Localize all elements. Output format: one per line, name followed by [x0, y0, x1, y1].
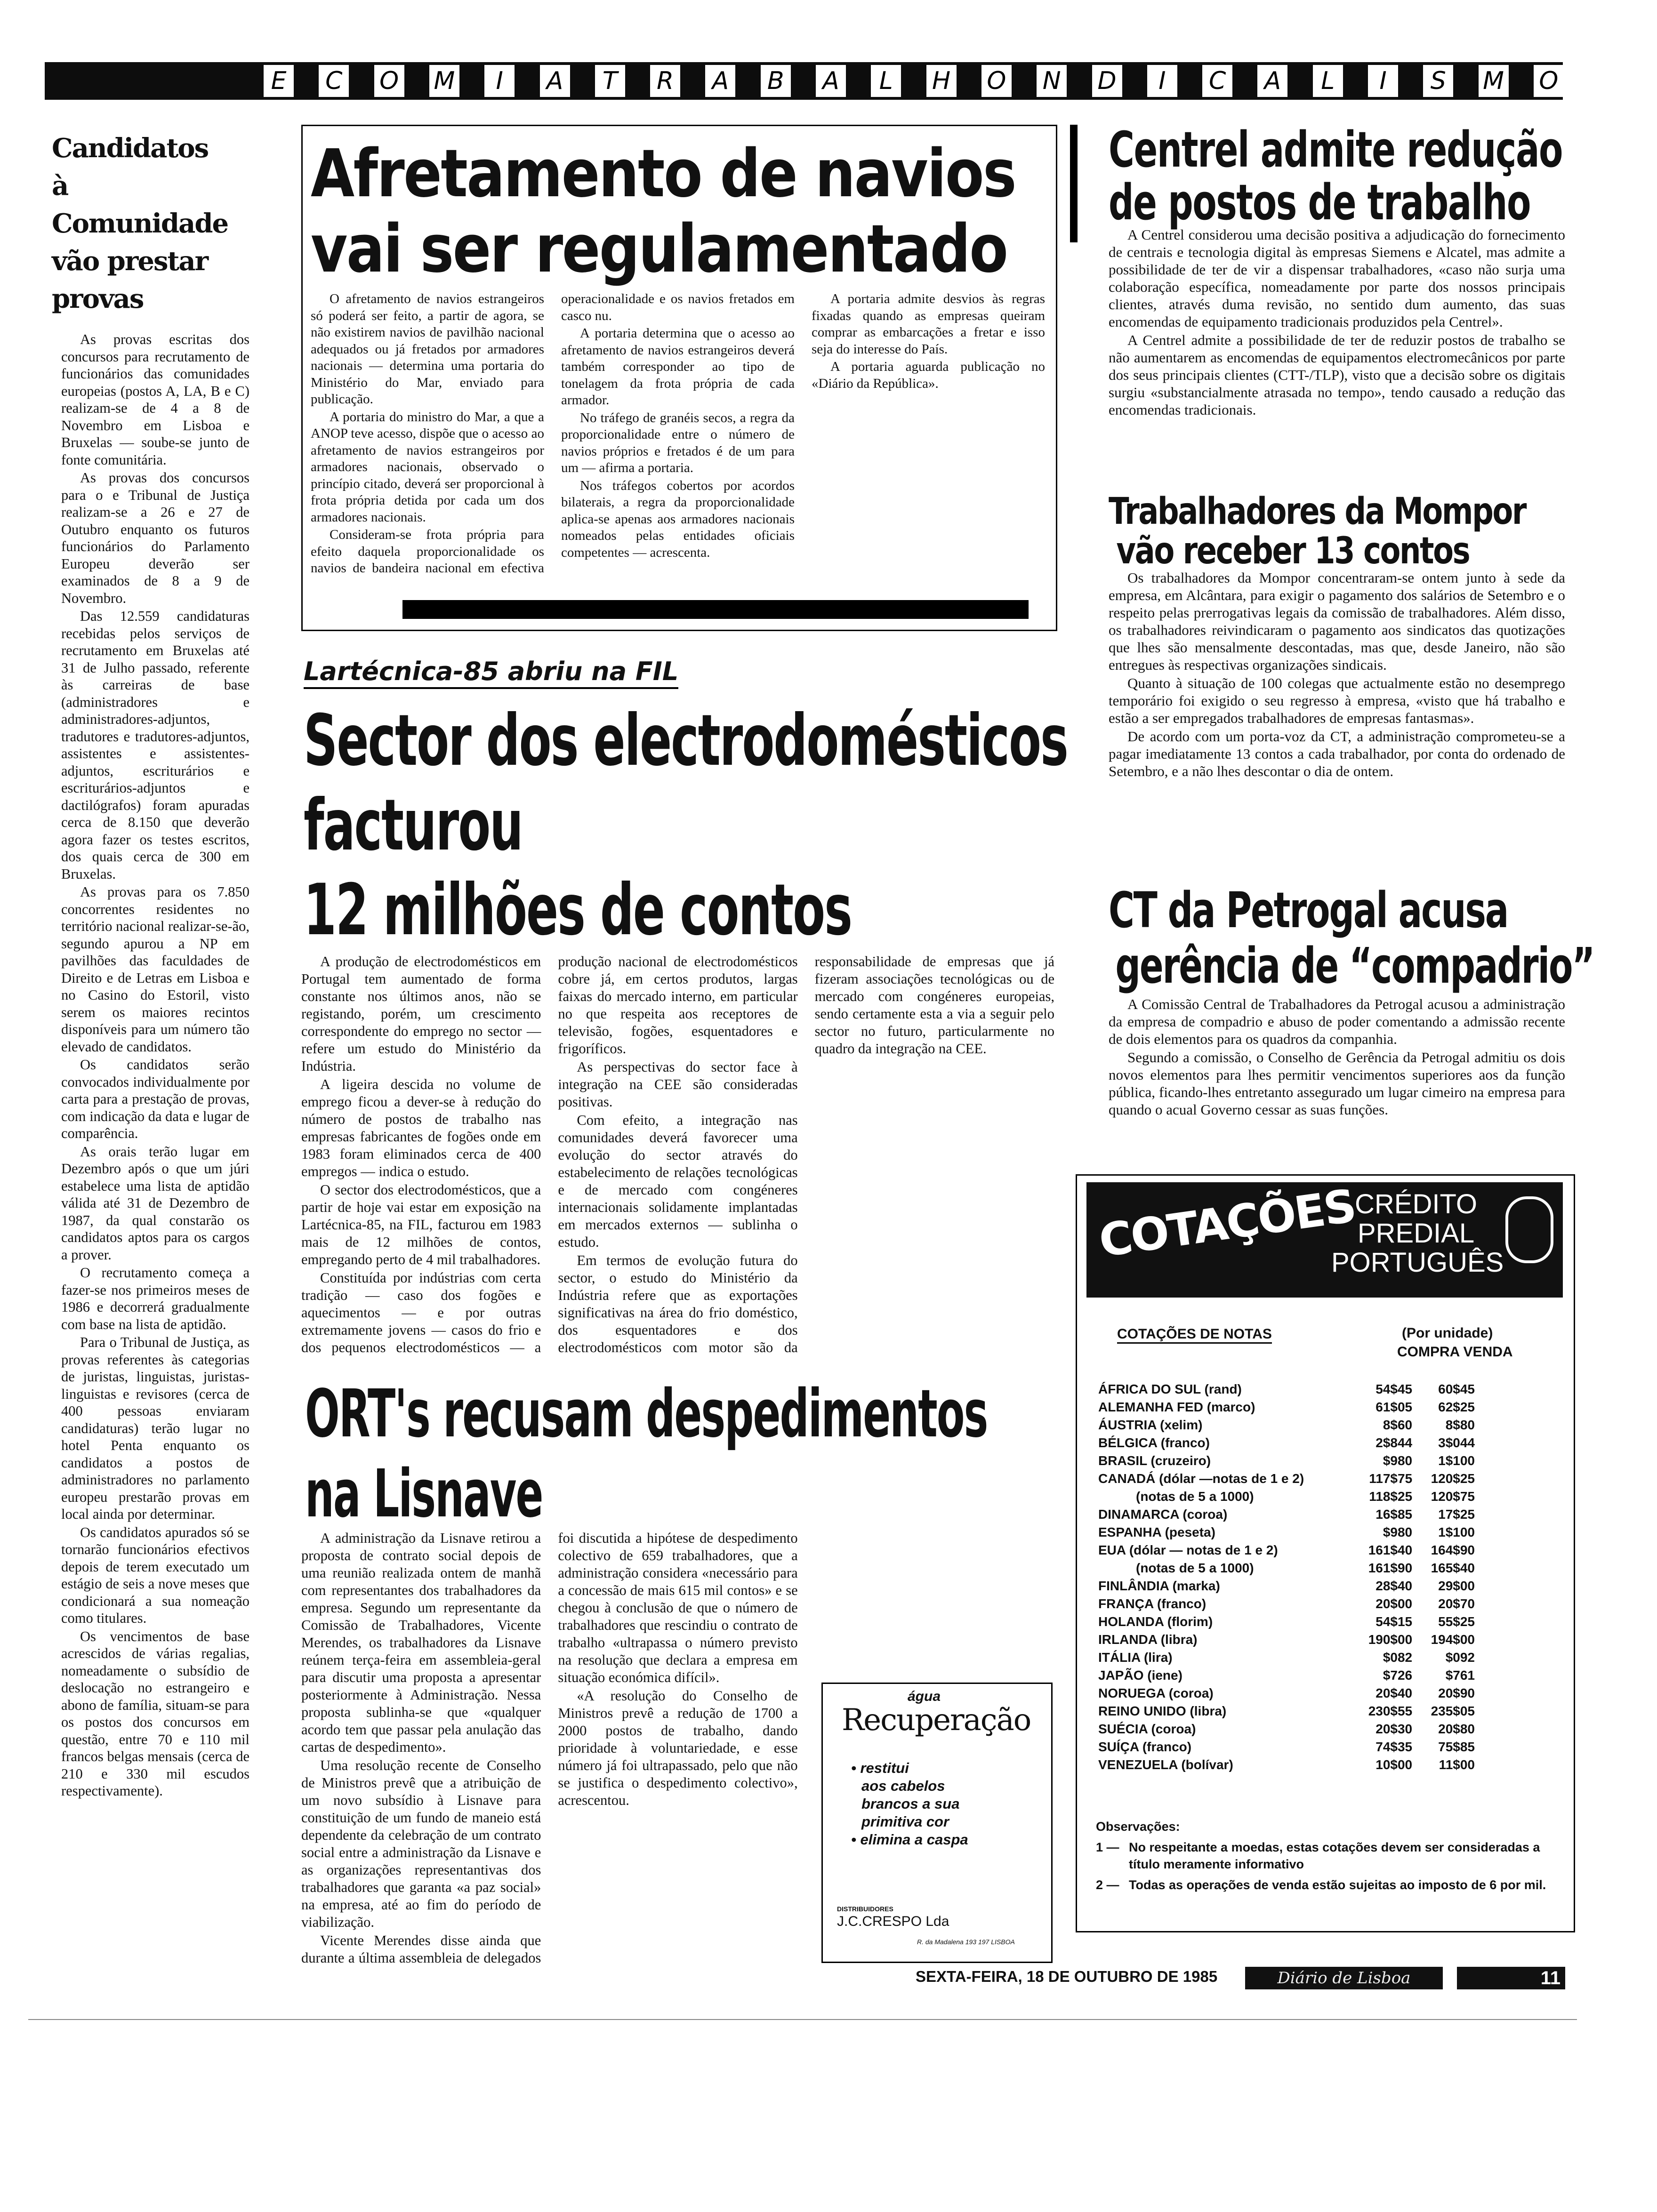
section-letter: S [1423, 65, 1453, 97]
buy-rate: 8$60 [1383, 1418, 1413, 1432]
currency-name: ITÁLIA (lira) [1098, 1650, 1173, 1665]
section-letter: T [595, 65, 625, 97]
paragraph: A portaria do ministro do Mar, a que a ANOP teve acesso, dispõe que o acesso ao afretamento de navios estrangeiros por armadores nacionais, observado o princípio citado, deverá ser proporcional à frota própria detida por cada um dos armadores nacionais. [311, 409, 544, 525]
paragraph: Constituída por indústrias com certa tradição — caso dos fogões e aquecimentos — e por outras extremamente jovens — casos do frio e dos pequenos electrodomésticos — a produção nacional de electrodomésticos cobre já, em certos produtos, largas faixas do mercado interno, em particular no que respeita aos receptores de televisão, fogões, esquentadores e frigoríficos. [301, 954, 798, 1355]
mompor-title: Trabalhadores da Mompor vão receber 13 contos [1109, 490, 1526, 572]
section-letter: O [981, 65, 1012, 97]
paragraph: Nos tráfegos cobertos por acordos bilaterais, a regra da proporcionalidade aplica-se apenas aos armadores nacionais nomeados pelas entidades oficiais competentes — acrescenta. [561, 478, 795, 560]
section-letter: C [1202, 65, 1232, 97]
quotes-table [1098, 1380, 1475, 1774]
section-letter: B [761, 65, 791, 97]
rate-row [1098, 1649, 1475, 1667]
ad-bullets: • restitui aos cabelos brancos a sua primitiva cor • elimina a caspa [851, 1760, 968, 1848]
paragraph: O recrutamento começa a fazer-se nos primeiros meses de 1986 e decorrerá gradualmente com base na lista de aptidão. [61, 1265, 249, 1332]
sell-rate: $761 [1445, 1668, 1475, 1683]
buy-rate: 2$844 [1375, 1435, 1413, 1450]
ships-article-body [311, 291, 1045, 583]
ships-footer-bar [402, 600, 1029, 619]
section-letter: A [540, 65, 570, 97]
section-letter: L [871, 65, 901, 97]
sell-rate: 164$90 [1431, 1543, 1475, 1557]
sell-rate: 1$100 [1438, 1525, 1475, 1539]
section-letter: M [429, 65, 459, 97]
buy-rate: 54$15 [1375, 1614, 1413, 1629]
mompor-article [1109, 492, 1579, 781]
buy-rate: $082 [1383, 1650, 1413, 1665]
paragraph: Para o Tribunal de Justiça, as provas referentes às categorias de juristas, linguistas, juristas-linguistas e revisores (cerca de 400 pessoas enviaram candidaturas) terão lugar no hotel Penta enquanto os candidatos a postos de administradores no parlamento europeu prestarão provas em local ainda por determinar. [61, 1334, 249, 1522]
paragraph: A portaria determina que o acesso ao afretamento de navios estrangeiros deverá também corresponder ao tipo de tonelagem da frota própria de cada armador. [561, 326, 795, 408]
paragraph: Consideram-se frota própria para efeito daquela proporcionalidade os navios de bandeira nacional em efectiva operacionalidade e os navios fretados em casco nu. [311, 291, 795, 576]
currency-name: (notas de 5 a 1000) [1136, 1489, 1254, 1504]
currency-name: DINAMARCA (coroa) [1098, 1507, 1228, 1522]
section-letter: I [484, 65, 515, 97]
paragraph: O afretamento de navios estrangeiros só poderá ser feito, a partir de agora, se não existirem navios de pavilhão nacional adequados ou já fretados por armadores nacionais — determina uma portaria do Ministério do Mar, enviado para publicação. [311, 291, 544, 407]
currency-name: NORUEGA (coroa) [1098, 1686, 1214, 1700]
sell-rate: 11$00 [1439, 1757, 1475, 1772]
paragraph: Das 12.559 candidaturas recebidas pelos serviços de recrutamento em Bruxelas até 31 de Julho passado, referente às carreiras de base (administradores e administradores-adjuntos, tradutores e tradutores-adjuntos, assistentes e assistentes-adjuntos, escriturários e escriturários-adjuntos e dactilógrafos) foram apuradas cerca de 8.150 que deverão agora fazer os testes escritos, dos quais cerca de 300 em Bruxelas. [61, 608, 249, 882]
mompor-body [1109, 569, 1565, 780]
buy-rate: 20$00 [1375, 1596, 1413, 1611]
ad-recuperacao: água Recuperação • restitui aos cabelos brancos a sua primitiva cor • elimina a caspa DISTRIBUIDORES J.C.CRESPO Lda R. da Madalena 193 197 LISBOA [821, 1683, 1053, 1963]
rate-row [1098, 1720, 1475, 1738]
rate-row [1098, 1702, 1475, 1720]
sell-rate: 165$40 [1431, 1561, 1475, 1575]
ships-article [311, 136, 1045, 583]
quotes-banner: COTAÇÕES CRÉDITO PREDIAL PORTUGUÊS [1086, 1182, 1563, 1298]
currency-name: ALEMANHA FED (marco) [1098, 1400, 1255, 1414]
currency-name: BRASIL (cruzeiro) [1098, 1453, 1211, 1468]
right-column-rule [1070, 125, 1078, 242]
paragraph: Vicente Merendes disse ainda que durante a última assembleia de delegados foi discutida a hipótese de despedimento colectivo de 659 trabalhadores, que a administração considera «necessário para a concessão de mais 615 mil contos» e se chegou à conclusão de que o número de trabalhadores que rescindiu o contrato de trabalho «ultrapassa o número previsto na resolução que declara a empresa em situação económica difícil». [301, 1530, 798, 1966]
currency-name: FINLÂNDIA (marka) [1098, 1579, 1220, 1593]
section-letter: I [1368, 65, 1398, 97]
section-letter: A [1257, 65, 1287, 97]
centrel-title: Centrel admite redução de postos de trabalho [1109, 121, 1563, 231]
sell-rate: 3$044 [1438, 1435, 1475, 1450]
paragraph: «A resolução do Conselho de Ministros prevê a redução de 1700 a 2000 postos de trabalho, dando prioridade à voluntariedade, e esse número já foi ultrapassado, pelo que não se justifica o despedimento colectivo», acrescentou. [558, 1688, 798, 1808]
buy-rate: 61$05 [1375, 1400, 1413, 1414]
paragraph: A ligeira descida no volume de emprego ficou a dever-se à redução do número de postos de trabalho nas empresas fabricantes de fogões onde em 1983 foram eliminados cerca de 400 empregos — indica o estudo. [301, 1076, 541, 1179]
currency-name: SUÉCIA (coroa) [1098, 1722, 1196, 1736]
section-letter: L [1313, 65, 1343, 97]
buy-rate: 16$85 [1375, 1507, 1413, 1522]
currency-name: EUA (dólar — notas de 1 e 2) [1098, 1543, 1278, 1557]
petrogal-title: CT da Petrogal acusa gerência de “compadrio” [1109, 882, 1594, 994]
section-letter: I [1147, 65, 1177, 97]
rate-row [1098, 1434, 1475, 1452]
sell-rate: 17$25 [1438, 1507, 1475, 1522]
currency-name: HOLANDA (florim) [1098, 1614, 1213, 1629]
left-article-body [52, 331, 249, 1800]
rate-row [1098, 1506, 1475, 1523]
section-letter: D [1092, 65, 1122, 97]
paragraph: A Centrel admite a possibilidade de ter de reduzir postos de trabalho se não aumentarem as encomendas de equipamentos electromecânicos por parte dos seus principais clientes (CTT-/TLP), visto que a decisão sobre os digitais surgiu «substancialmente atrasada no tempo», tendo causado a redução das encomendas tradicionais. [1109, 332, 1565, 418]
sell-rate: 20$70 [1438, 1596, 1475, 1611]
paragraph: Os trabalhadores da Mompor concentraram-se ontem junto à sede da empresa, em Alcântara, para exigir o pagamento dos salários de Setembro e o respeito pelas prerrogativas legais da comissão de trabalhadores. Além disso, os trabalhadores reivindicaram o pagamento aos sindicatos das quotizações que lhes são mensalmente descontadas, mas que, desde Janeiro, não são entregues às respectivas organizações sindicais. [1109, 569, 1565, 673]
rate-row [1098, 1541, 1475, 1559]
appliances-title: Sector dos electrodomésticos facturou 12 milhões de contos [304, 700, 1068, 951]
left-article-title: Candidatos à Comunidade vão prestar provas [52, 133, 228, 314]
buy-rate: 117$75 [1369, 1471, 1413, 1486]
currency-name: CANADÁ (dólar —notas de 1 e 2) [1098, 1471, 1304, 1486]
paragraph: Com efeito, a integração nas comunidades deverá favorecer uma evolução do sector através do estabelecimento de relações tecnológicas e de mercado com congéneres internacionais solidamente implantadas em mercados externos — sublinha o estudo. [558, 1112, 798, 1250]
paragraph: Em termos de evolução futura do sector, o estudo do Ministério da Indústria refere que as exportações significativas na área do frio doméstico, dos esquentadores e dos electrodomésticos com motor são da responsabilidade de empresas que já fizeram associações tecnológicas ou de mercado com congéneres europeias, sendo certamente esta a via a seguir pelo sector no futuro, particularmente no quadro da integração na CEE. [558, 954, 1054, 1355]
buy-rate: 161$40 [1368, 1543, 1413, 1557]
bottom-rule [28, 2019, 1577, 2020]
section-letter: C [319, 65, 349, 97]
appliances-article-body [301, 953, 1054, 1358]
paragraph: De acordo com um porta-voz da CT, a administração comprometeu-se a pagar imediatamente 13 contos a cada trabalhador, por conta do ordenado de Setembro, e a não lhes descontar o dia de ontem. [1109, 728, 1565, 779]
paragraph: As provas escritas dos concursos para recrutamento de funcionários das comunidades europeias (postos A, LA, B e C) realizam-se de 4 a 8 de Novembro em Lisboa e Bruxelas — soube-se junto de fonte comunitária. [61, 331, 249, 468]
currency-name: JAPÃO (iene) [1098, 1668, 1182, 1683]
buy-rate: 74$35 [1375, 1739, 1413, 1754]
rate-row [1098, 1667, 1475, 1684]
bank-name: CRÉDITO PREDIAL PORTUGUÊS [1331, 1189, 1504, 1278]
sell-rate: 120$75 [1431, 1489, 1475, 1504]
sell-rate: 20$80 [1438, 1722, 1475, 1736]
buy-rate: $980 [1383, 1525, 1413, 1539]
section-letter: O [1534, 65, 1564, 97]
buy-rate: 190$00 [1368, 1632, 1413, 1647]
paragraph: A portaria aguarda publicação no «Diário da República». [812, 359, 1045, 391]
section-letter: N [1037, 65, 1067, 97]
rate-row [1098, 1470, 1475, 1488]
paragraph: A administração da Lisnave retirou a proposta de contrato social depois de uma reunião realizada ontem de manhã com representantes dos trabalhadores da empresa. Segundo um representante da Comissão de Trabalhadores, Vicente Merendes, os trabalhadores da Lisnave reúnem terça-feira em assembleia-geral para discutir uma proposta a apresentar posteriormente à Administração. Nessa proposta sublinha-se que «qualquer acordo tem que passar pela anulação das cartas de despedimento». [301, 1530, 541, 1755]
currency-name: IRLANDA (libra) [1098, 1632, 1198, 1647]
buy-rate: 20$40 [1375, 1686, 1413, 1700]
sell-rate: 55$25 [1438, 1614, 1475, 1629]
currency-name: ESPANHA (peseta) [1098, 1525, 1215, 1539]
rate-row [1098, 1416, 1475, 1434]
rate-row [1098, 1523, 1475, 1541]
paragraph: As provas para os 7.850 concorrentes residentes no território nacional realizar-se-ão, segundo apurou a NP em pavilhões das faculdades de Direito e de Letras em Lisboa e no Casino do Estoril, visto serem os maiores recintos disponíveis para um número tão elevado de candidatos. [61, 884, 249, 1055]
rate-row [1098, 1738, 1475, 1756]
rate-row [1098, 1577, 1475, 1595]
sell-rate: 29$00 [1438, 1579, 1475, 1593]
buy-rate: $980 [1383, 1453, 1413, 1468]
paragraph: No tráfego de granéis secos, a regra da proporcionalidade entre o número de navios próprios e fretados é de um para um — afirma a portaria. [561, 410, 795, 475]
appliances-article [304, 657, 1066, 953]
petrogal-article [1109, 882, 1594, 1119]
section-letter: E [264, 65, 294, 97]
paragraph: Quanto à situação de 100 colegas que actualmente estão no desemprego temporário foi exigido o seu regresso à empresa, «visto que há trabalho e estão a ser empregados trabalhadores de empresas fantasmas». [1109, 675, 1565, 726]
sell-rate: 194$00 [1431, 1632, 1475, 1647]
lisnave-title: ORT's recusam despedimentos na Lisnave [305, 1376, 988, 1532]
section-letter: R [650, 65, 680, 97]
buy-rate: 54$45 [1375, 1382, 1413, 1396]
paragraph: As provas dos concursos para o e Tribunal de Justiça realizam-se a 26 e 27 de Outubro enquanto os futuros funcionários do Parlamento Europeu deverão ser examinados de 8 a 9 de Novembro. [61, 470, 249, 606]
rate-row [1098, 1488, 1475, 1506]
rate-row [1098, 1613, 1475, 1631]
ships-article-title: Afretamento de navios vai ser regulamentado [311, 136, 1016, 288]
sell-rate: 20$90 [1438, 1686, 1475, 1700]
paragraph: As orais terão lugar em Dezembro após o que um júri estabelece uma lista de aptidão válida até 31 de Dezembro de 1987, da qual constarão os candidatos aptos para os cargos a prover. [61, 1143, 249, 1263]
sell-rate: 120$25 [1431, 1471, 1475, 1486]
sell-rate: 8$80 [1445, 1418, 1475, 1432]
buy-rate: 118$25 [1369, 1489, 1413, 1504]
paragraph: A Comissão Central de Trabalhadores da Petrogal acusou a administração da empresa de compadrio e abuso de poder comentando a admissão recente de dois elementos para os quadros da companhia. [1109, 996, 1565, 1047]
section-letter: A [816, 65, 846, 97]
buy-rate: 10$00 [1375, 1757, 1413, 1772]
rate-row [1098, 1631, 1475, 1649]
rate-row [1098, 1398, 1475, 1416]
paragraph: A Centrel considerou uma decisão positiva a adjudicação do fornecimento de centrais e tecnologia digital às empresas Siemens e Alcatel, mas admite a possibilidade de ter de vir a dispensar trabalhadores, «caso não surja uma colaboração específica, nomeadamente por parte dos nossos principais clientes, através duma revisão, no sentido dum aumento, das suas encomendas de equipamento tradicionais produzidos pela Centrel». [1109, 226, 1565, 330]
currency-name: VENEZUELA (bolívar) [1098, 1757, 1233, 1772]
rate-row [1098, 1380, 1475, 1398]
rate-row [1098, 1756, 1475, 1774]
sell-rate: $092 [1445, 1650, 1475, 1665]
rate-row [1098, 1595, 1475, 1613]
sell-rate: 75$85 [1438, 1739, 1475, 1754]
bank-logo-icon [1505, 1196, 1553, 1263]
section-letter: A [705, 65, 735, 97]
paragraph: Uma resolução recente de Conselho de Ministros prevê que a atribuição de um novo subsídio à Lisnave para constituição de um fundo de maneio está dependente da celebração de um contrato social entre a administração da Lisnave e as organizações representantivas dos trabalhadores que garanta «a paz social» na empresa, até ao fim do período de viabilização. [301, 1757, 541, 1930]
paragraph: Os candidatos serão convocados individualmente por carta para a prestação de provas, com indicação da data e lugar de comparência. [61, 1057, 249, 1141]
obs-item: 2 — Todas as operações de venda estão sujeitas ao imposto de 6 por mil. [1096, 1878, 1546, 1892]
paragraph: Os candidatos apurados só se tornarão funcionários efectivos depois de terem executado um estágio de seis a nove meses que condicionará a sua nomeação como titulares. [61, 1524, 249, 1626]
section-letter: O [374, 65, 404, 97]
buy-rate: 28$40 [1375, 1579, 1413, 1593]
centrel-article [1109, 123, 1579, 419]
buy-rate: $726 [1383, 1668, 1413, 1683]
currency-name: SUÍÇA (franco) [1098, 1739, 1192, 1754]
paragraph: A portaria admite desvios às regras fixadas quando as empresas queiram comprar as embarcações a fretar e isso seja do interesse do País. [812, 291, 1045, 357]
footer: SEXTA-FEIRA, 18 DE OUTUBRO DE 1985 Diário de Lisboa 11 [916, 1965, 1572, 1991]
currency-name: FRANÇA (franco) [1098, 1596, 1207, 1611]
paragraph: As perspectivas do sector face à integração na CEE são consideradas positivas. [558, 1059, 798, 1110]
rate-row [1098, 1684, 1475, 1702]
sell-rate: 235$05 [1431, 1704, 1475, 1718]
currency-name: ÁUSTRIA (xelim) [1098, 1418, 1203, 1432]
paragraph: O sector dos electrodomésticos, que a partir de hoje vai estar em exposição na Lartécnica-85, na FIL, facturou em 1983 mais de 12 milhões de contos, empregando perto de 4 mil trabalhadores. [301, 1182, 541, 1267]
quotes-box: COTAÇÕES CRÉDITO PREDIAL PORTUGUÊS COTAÇÕES DE NOTAS (Por unidade) COMPRA VENDA ÁFRICA DO SUL (rand) 54$45 60$45 ALEMANHA FED (marco) 61$05 62$25 ÁUSTRIA (xelim) 8$60 8$80 BÉLGICA (franco) 2$844 3$044 BRASIL (cruzeiro) $980 1$100 CANADÁ (dólar —notas de 1 e 2) 117$75 120$25 (notas de 5 a 1000) 118$25 120$75 DINAMARCA (coroa) 16$85 17$25 ESPANHA (peseta) $980 1$100 EUA (dólar — notas de 1 e 2) 161$40 164$90 (notas de 5 a 1000) 161$90 165$40 FINLÂNDIA (marka) 28$40 29$00 FRANÇA (franco) 20$00 20$70 HOLANDA (florim) 54$15 55$25 IRLANDA (libra) 190$00 194$00 ITÁLIA (lira) $082 $092 JAPÃO (iene) $726 $761 NORUEGA (coroa) 20$40 20$90 REINO UNIDO (libra) 230$55 235$05 SUÉCIA (coroa) 20$30 20$80 SUÍÇA (franco) 74$35 75$85 VENEZUELA (bolívar) 10$00 11$00 Observações: 1 — No respeitante a moedas, estas cotações devem ser consideradas a título meramente informativo 2 — Todas as operações de venda estão sujeitas ao imposto de 6 por mil. [1076, 1174, 1575, 1932]
obs-item: 1 — No respeitante a moedas, estas cotações devem ser consideradas a título meramente informativo [1096, 1840, 1540, 1871]
paragraph: Os vencimentos de base acrescidos de várias regalias, nomeadamente o subsídio de deslocação no estrangeiro e abono de família, situam-se para os postos dos concursos em questão, entre 70 e 110 mil francos belgas mensais (cerca de 210 e 330 mil escudos respectivamente). [61, 1628, 249, 1799]
buy-rate: 20$30 [1375, 1722, 1413, 1736]
centrel-body [1109, 226, 1565, 418]
currency-name: (notas de 5 a 1000) [1136, 1561, 1254, 1575]
rate-row [1098, 1559, 1475, 1577]
buy-rate: 230$55 [1368, 1704, 1413, 1718]
buy-rate: 161$90 [1368, 1561, 1413, 1575]
currency-name: ÁFRICA DO SUL (rand) [1098, 1382, 1242, 1396]
sell-rate: 62$25 [1438, 1400, 1475, 1414]
sell-rate: 60$45 [1438, 1382, 1475, 1396]
appliances-kicker: Lartécnica-85 abriu na FIL [304, 657, 678, 689]
left-article [52, 129, 249, 1801]
petrogal-body [1109, 995, 1565, 1118]
paragraph: Segundo a comissão, o Conselho de Gerência da Petrogal admitiu os dois novos elementos para lhes permitir vencimentos superiores aos da função pública, ficando-lhes entretanto assegurado um lugar cimeiro na empresa para quando o acual Governo cessar as suas funções. [1109, 1049, 1565, 1118]
rate-row [1098, 1452, 1475, 1470]
section-letter: H [926, 65, 957, 97]
sell-rate: 1$100 [1438, 1453, 1475, 1468]
currency-name: BÉLGICA (franco) [1098, 1435, 1210, 1450]
currency-name: REINO UNIDO (libra) [1098, 1704, 1227, 1718]
paragraph: A produção de electrodomésticos em Portugal tem aumentado de forma constante nos últimos anos, não se registando, porém, um crescimento correspondente do emprego no sector — refere um estudo do Ministério da Indústria. [301, 954, 541, 1074]
quotes-observations: Observações: 1 — No respeitante a moedas, estas cotações devem ser consideradas a título meramente informativo 2 — Todas as operações de venda estão sujeitas ao imposto de 6 por mil. [1096, 1818, 1557, 1893]
section-letter: M [1479, 65, 1509, 97]
